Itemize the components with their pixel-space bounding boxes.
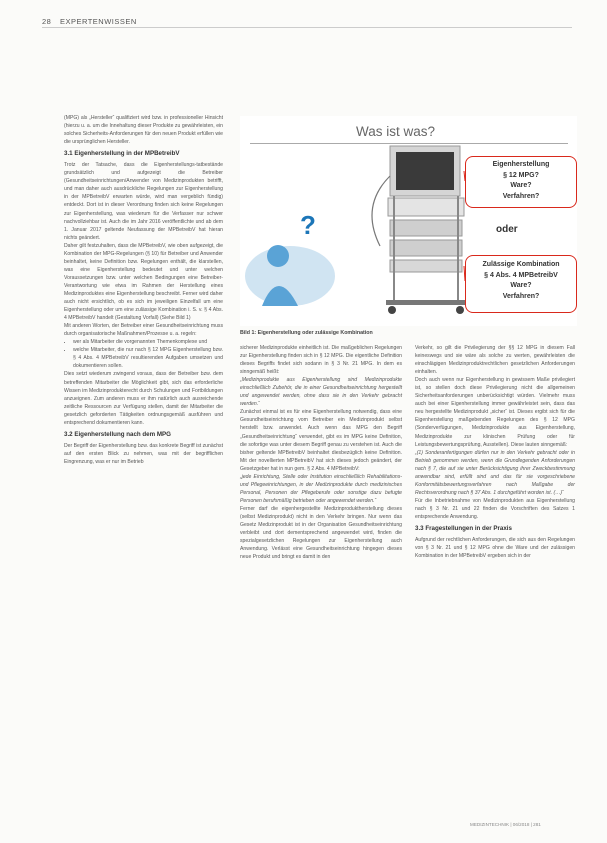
box-line: Ware? xyxy=(510,282,532,289)
paragraph: Aufgrund der rechtlichen Anforderungen, die sich aus den Regelungen von § 3 Nr. 21 und § 12 MPG ohne die Ware und der zulässigen Kombination in der MPBetreibV ergeben sich in der xyxy=(415,537,575,560)
eigenherstellung-box xyxy=(465,156,577,208)
column-1 xyxy=(64,114,223,466)
section-heading: 3.3 Fragestellungen in der Praxis xyxy=(415,525,512,533)
paragraph: Mit anderen Worten, der Betreiber einer Gesundheitseinrichtung muss durch organisatorische Maßnahmen/Prozesse u. a. regeln: xyxy=(64,323,223,338)
bullet-list xyxy=(64,338,223,370)
paragraph: Doch auch wenn nur Eigenherstellung in gewissem Maße privilegiert ist, so stellen doch diese Privilegierung nicht die allgemeinen Sicherheitsanforderungen unberücksichtigt würden. Vielmehr muss auch bei einer Eigenherstellung immer gewährleistet sein, dass das neu hergestellte Medizinprodukt „sicher“ ist. Dieses ergibt sich für die Eigenherstellung maßgebenden Regelungen des § 12 MPG (Sonderverfügungen, Medizinprodukte aus Eigenherstellung, Medizinprodukte zur klinischen Prüfung oder für Leistungsbewertungsprüfung, Ausstellen). Diese lauten sinngemäß: xyxy=(415,377,575,448)
page-header xyxy=(42,17,137,26)
box-line: Ware? xyxy=(510,182,532,189)
list-item: • welche Mitarbeiter, die nur nach § 12 MPG Eigenherstellung bzw. § 4 Abs. 4 MPBetreibV resultierenden Aufgaben umsetzen und dokumentieren sollen. xyxy=(73,346,223,370)
svg-text:?: ? xyxy=(300,210,316,240)
quote: „jede Einrichtung, Stelle oder Institution einschließlich Rehabilitations- und Pflegeeinrichtungen, in der Medizinprodukte durch medizinisches Personal, Personen der Pflegeberufe oder sonstige dazu befugte Personen berufsmäßig betrieben oder angewendet werden.“ xyxy=(240,473,402,504)
box-line: § 4 Abs. 4 MPBetreibV xyxy=(484,271,558,279)
paragraph: Dies setzt wiederum zwingend voraus, dass der Betreiber bzw. dem betreffenden Mitarbeiter die Möglichkeit gibt, sich das erforderliche Wissen im Medizinprodukterecht durch Schulungen und Fortbildungen anzueignen. Zum anderen muss er ihm natürlich auch ausreichende zeitliche Ressourcen zur Verfügung stellen, damit der Mitarbeiter die gesetzlich geforderten Tätigkeiten ordnungsgemäß ausführen und entsprechend dokumentieren kann. xyxy=(64,371,223,426)
box-line: § 12 MPG? xyxy=(503,171,539,179)
figure-rule xyxy=(250,143,568,144)
kombination-box xyxy=(465,255,577,313)
box-line: Verfahren? xyxy=(502,292,540,300)
quote: „Medizinprodukte aus Eigenherstellung sind Medizinprodukte einschließlich Zubehör, die in einer Gesundheitseinrichtung hergestellt und angewendet werden, ohne dass sie in den Verkehr gebracht werden.“ xyxy=(240,377,402,408)
paragraph: Zunächst einmal ist es für eine Eigenherstellung notwendig, dass eine Gesundheitseinrichtung vom Betreiber ein Medizinprodukt selbst herstellt bzw. anwendet. Auch wenn das MPG den Begriff „Gesundheitseinrichtung“ verwendet, gibt es im MPG keine Definition, die sofortige was unter diesem Begriff genau zu verstehen ist. Auch die bisher geltende MPBetreibV beinhaltet diesbezüglich keine Definition. Mit der novellierten MPBetreibV hat sich dieses jedoch geändert, der Gesetzgeber hat in nun gem. § 2 Abs. 4 MPBetreibV: xyxy=(240,409,402,472)
paragraph: Verkehr, so gilt die Privilegierung der §§ 12 MPG in diesem Fall keineswegs und sie wäre als solche zu werten, gewährleisten die einschlägigen Medizinproduktrechtlichen gesetzlichen Anforderungen einhalten. xyxy=(415,345,575,376)
paragraph: Der Begriff der Eigenherstellung bzw. das konkrete Begriff ist zunächst auf den ersten Blick zu nehmen, was mit der begrifflichen Eingrenzung, was er nur im Betrieb xyxy=(64,442,223,465)
figure-title: Was ist was? xyxy=(356,124,436,139)
paragraph: Für die Inbetriebnahme von Medizinprodukten aus Eigenherstellung nach § 3 Nr. 21 und 22 finden die Vorschriften des Satzes 1 entsprechende Anwendung. xyxy=(415,497,575,520)
paragraph: sicherer Medizinprodukte einheitlich ist. Die maßgeblichen Regelungen zur Eigenherstellung finden sich in § 12 MPG. Die eigentliche Definition dieses Begriffs findet sich sodann in § 3 Nr. 21 MPG. In dem es sinngemäß heißt: xyxy=(240,345,402,376)
section-heading: 3.2 Eigenherstellung nach dem MPG xyxy=(64,430,171,438)
section-heading: 3.1 Eigenherstellung in der MPBetreibV xyxy=(64,150,180,158)
list-item: • wer als Mitarbeiter die vorgenannten Themenkomplexe und xyxy=(73,338,223,346)
box-line: Eigenherstellung xyxy=(492,161,550,168)
box-line: Zulässige Kombination xyxy=(482,261,560,268)
paragraph: Ferner darf die eigenhergestellte Medizinproduktherstellung dieses (selbst Medizinprodukt) nicht in den Verkehr bringen. Nur wenn das Gesetz Medizinprodukt ist in der Organisation Gesundheitseinrichtung verbleibt und dort dementsprechend angewendet wird, finden die spezialgesetzlichen Regelungen zur Eigenherstellung auch Anwendung. Verlässt eine Gesundheitseinrichtung hingegen dieses neue Produkt und bringt es damit in den xyxy=(240,505,402,561)
paragraph: (MPG) als „Hersteller“ qualifiziert wird bzw. in professioneller Hinsicht (hierzu u. a. um die Innehaltung dieser Produkte zu gewährleisten, ein solches Sicherheits-Anforderungen für den neuen Produkt erfüllen wie die ursprünglichen Hersteller. xyxy=(64,115,223,146)
page-footer: MEDIZINTECHNIK | 06/2018 | 281 xyxy=(470,822,541,827)
box-line: Verfahren? xyxy=(502,192,540,200)
column-3 xyxy=(415,344,575,560)
section-title: EXPERTENWISSEN xyxy=(59,17,137,26)
figure-caption: Bild 1: Eigenherstellung oder zulässige Kombination xyxy=(240,330,373,336)
paragraph: Daher gilt festzuhalten, dass die MPBetreibV, wie oben aufgezeigt, die Kombination der MPG-Regelungen (§ 10) für Betreiber und Anwender beinhaltet, keine Definition bzw. Regelungen enthält, die klarstellen, was eine Eigenherstellung bedeutet und unter welchen Voraussetzungen bzw. unter welchen Bedingungen eine Betreiber-Verantwortung wie etwa im Rahmen der Herstellung eines Medizinproduktes eine Eigenherstellung beschreibt. Ferner wird daher auch nicht ersichtlich, ob es sich im jeweiligen Einzelfall um eine Eigenherstellung oder um eine zulässige Kombination i. S. v. § 4 Abs. 4 MPBetreibV handelt (Gestaltung Vorfall) (Siehe Bild 1) xyxy=(64,242,223,322)
column-2 xyxy=(240,344,402,561)
quote: „(1) Sonderanfertigungen dürfen nur in den Verkehr gebracht oder in Betrieb genommen werden, wenn die Grundlegenden Anforderungen nach § 7, die auf sie unter Berücksichtigung ihrer Zweckbestimmung anwendbar sind, erfüllt sind und das für sie vorgeschriebene Konformitätsbewertungsverfahren nach Maßgabe der Rechtsverordnung nach § 37 Abs. 1 durchgeführt worden ist. (…)“ xyxy=(415,449,575,496)
oder-label: oder xyxy=(496,224,518,235)
page-number: 28 xyxy=(42,17,52,26)
header-rule xyxy=(42,27,572,28)
paragraph: Trotz der Tatsache, dass die Eigenherstellungs-tatbestände grundsätzlich und aufgezeigt die Betreiber (Gesundheitseinrichtungen/Anwender von Medizinprodukten betrifft, und man daher auch ausdrückliche Regelungen zur Eigenherstellung in der MPBetreibV erwarten würde, wird man vergeblich fündig) entdeckt. Dort ist in dieser Verordnung finden sich keine Regelungen zur Eigenherstellung, was wiederum für die Verfasser nur schwer nachvollziehbar ist. Auch die im Jahr 2016 veröffentlichte und ab dem 1. Januar 2017 geltende Neufassung der MPBetreibV hat hieran nichts geändert. xyxy=(64,162,223,241)
